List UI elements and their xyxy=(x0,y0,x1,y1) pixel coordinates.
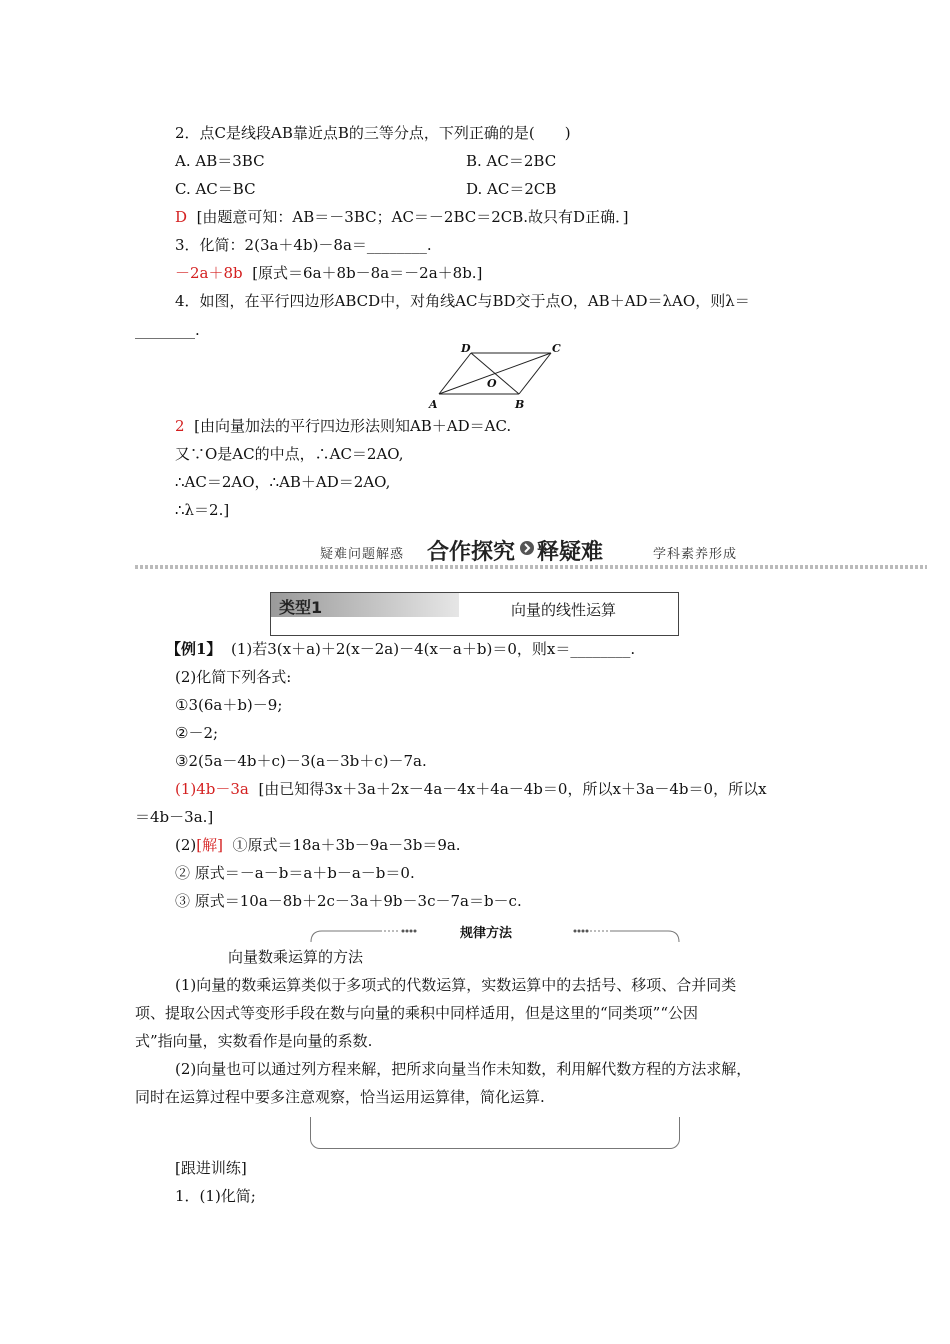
example1-p2: (2)化简下列各式: xyxy=(175,668,292,686)
type-tag-label: 类型1 xyxy=(279,598,323,617)
method-box-top xyxy=(310,925,680,943)
q4-line3: ∴AC＝2AO，∴AB＋AD＝2AO, xyxy=(175,473,391,491)
q4-answer: 2 xyxy=(175,417,185,435)
banner-main-1: 合作探究 xyxy=(427,540,516,565)
q4-line1: [由向量加法的平行四边形法则知AB＋AD＝AC. xyxy=(194,417,512,435)
q2-option-b: B. AC＝2BC xyxy=(466,152,557,170)
q2-answer: D xyxy=(175,208,188,226)
q4-line4: ∴λ＝2.] xyxy=(175,501,230,519)
example1-answer1-explain: [由已知得3x＋3a＋2x－4a－4x＋4a－4b＝0，所以x＋3a－4b＝0，所以x xyxy=(258,780,767,798)
example1-item3: ③2(5a－4b＋c)－3(a－3b＋c)－7a. xyxy=(175,752,427,770)
example1-item1: ①3(6a＋b)－9; xyxy=(175,696,283,714)
type-tag xyxy=(271,593,459,617)
example1-line1 xyxy=(166,639,635,659)
example1-answer1-value: (1)4b－3a xyxy=(175,780,249,798)
q3-solution xyxy=(175,263,482,283)
q2-option-d: D. AC＝2CB xyxy=(466,180,557,198)
label-d: D xyxy=(461,342,471,355)
type-title: 向量的线性运算 xyxy=(511,601,617,619)
q4-solution xyxy=(175,416,511,436)
q3-answer: －2a＋8b xyxy=(175,264,243,282)
q4-stem-blank: ________. xyxy=(135,321,200,339)
q2-stem: 2．点C是线段AB靠近点B的三等分点，下列正确的是( ) xyxy=(175,124,571,142)
example1-answer2 xyxy=(175,835,461,855)
label-b: B xyxy=(515,398,525,410)
q2-solution xyxy=(175,207,628,227)
example1-answer1 xyxy=(175,779,767,799)
banner-main-2: 释疑难 xyxy=(537,540,604,565)
method-label: 规律方法 xyxy=(460,926,513,941)
banner-left-text: 疑难问题解惑 xyxy=(320,547,405,562)
q3-stem: 3．化简：2(3a＋4b)－8a＝________. xyxy=(175,236,432,254)
banner-dotted-rule xyxy=(135,565,927,569)
example1-answer2-line2: ② 原式＝－a－b＝a＋b－a－b＝0. xyxy=(175,864,415,882)
q2-option-c: C. AC＝BC xyxy=(175,180,256,198)
method-p2a: (2)向量也可以通过列方程来解，把所求向量当作未知数，利用解代数方程的方法求解， xyxy=(175,1060,752,1078)
method-p1a: (1)向量的数乘运算类似于多项式的代数运算，实数运算中的去括号、移项、合并同类 xyxy=(175,976,737,994)
practice-q1: 1．(1)化简; xyxy=(175,1187,256,1205)
label-o: O xyxy=(487,377,497,390)
section-banner xyxy=(135,535,927,575)
q2-option-a: A. AB＝3BC xyxy=(175,152,265,170)
q4-stem: 4．如图，在平行四边形ABCD中，对角线AC与BD交于点O，AB＋AD＝λAO，则λ＝ xyxy=(175,292,750,310)
method-title: 向量数乘运算的方法 xyxy=(228,948,364,966)
method-p1b: 项、提取公因式等变形手段在数与向量的乘积中同样适用，但是这里的“同类项”“公因 xyxy=(135,1004,699,1022)
example1-p1: (1)若3(x＋a)＋2(x－2a)－4(x－a＋b)＝0，则x＝________. xyxy=(230,640,636,658)
q3-explain: [原式＝6a＋8b－8a＝－2a＋8b.] xyxy=(252,264,483,282)
method-p1c: 式”指向量，实数看作是向量的系数. xyxy=(135,1032,373,1050)
q2-explain: [由题意可知：AB＝－3BC；AC＝－2BC＝2CB.故只有D正确．] xyxy=(196,208,629,226)
label-a: A xyxy=(429,398,438,410)
example1-answer1-cont: ＝4b－3a.] xyxy=(135,808,214,826)
q4-line2: 又∵O是AC的中点，∴AC＝2AO, xyxy=(175,445,404,463)
example1-label: 【例1】 xyxy=(166,640,222,658)
example1-answer2-line1: ①原式＝18a＋3b－9a－3b＝9a. xyxy=(232,836,461,854)
example1-answer2-tag: [解] xyxy=(196,836,223,854)
parallelogram-figure xyxy=(425,342,575,410)
method-box-bottom xyxy=(310,1117,680,1149)
type-heading-box xyxy=(270,592,679,636)
method-p2b: 同时在运算过程中要多注意观察，恰当运用运算律，简化运算. xyxy=(135,1088,545,1106)
example1-answer2-line3: ③ 原式＝10a－8b＋2c－3a＋9b－3c－7a＝b－c. xyxy=(175,892,522,910)
example1-item2: ②－2; xyxy=(175,724,219,742)
practice-label: [跟进训练] xyxy=(175,1159,247,1177)
label-c: C xyxy=(552,342,561,355)
chevron-right-icon xyxy=(519,540,535,556)
banner-right-text: 学科素养形成 xyxy=(653,547,738,562)
example1-answer2-prefix: (2) xyxy=(175,836,197,854)
